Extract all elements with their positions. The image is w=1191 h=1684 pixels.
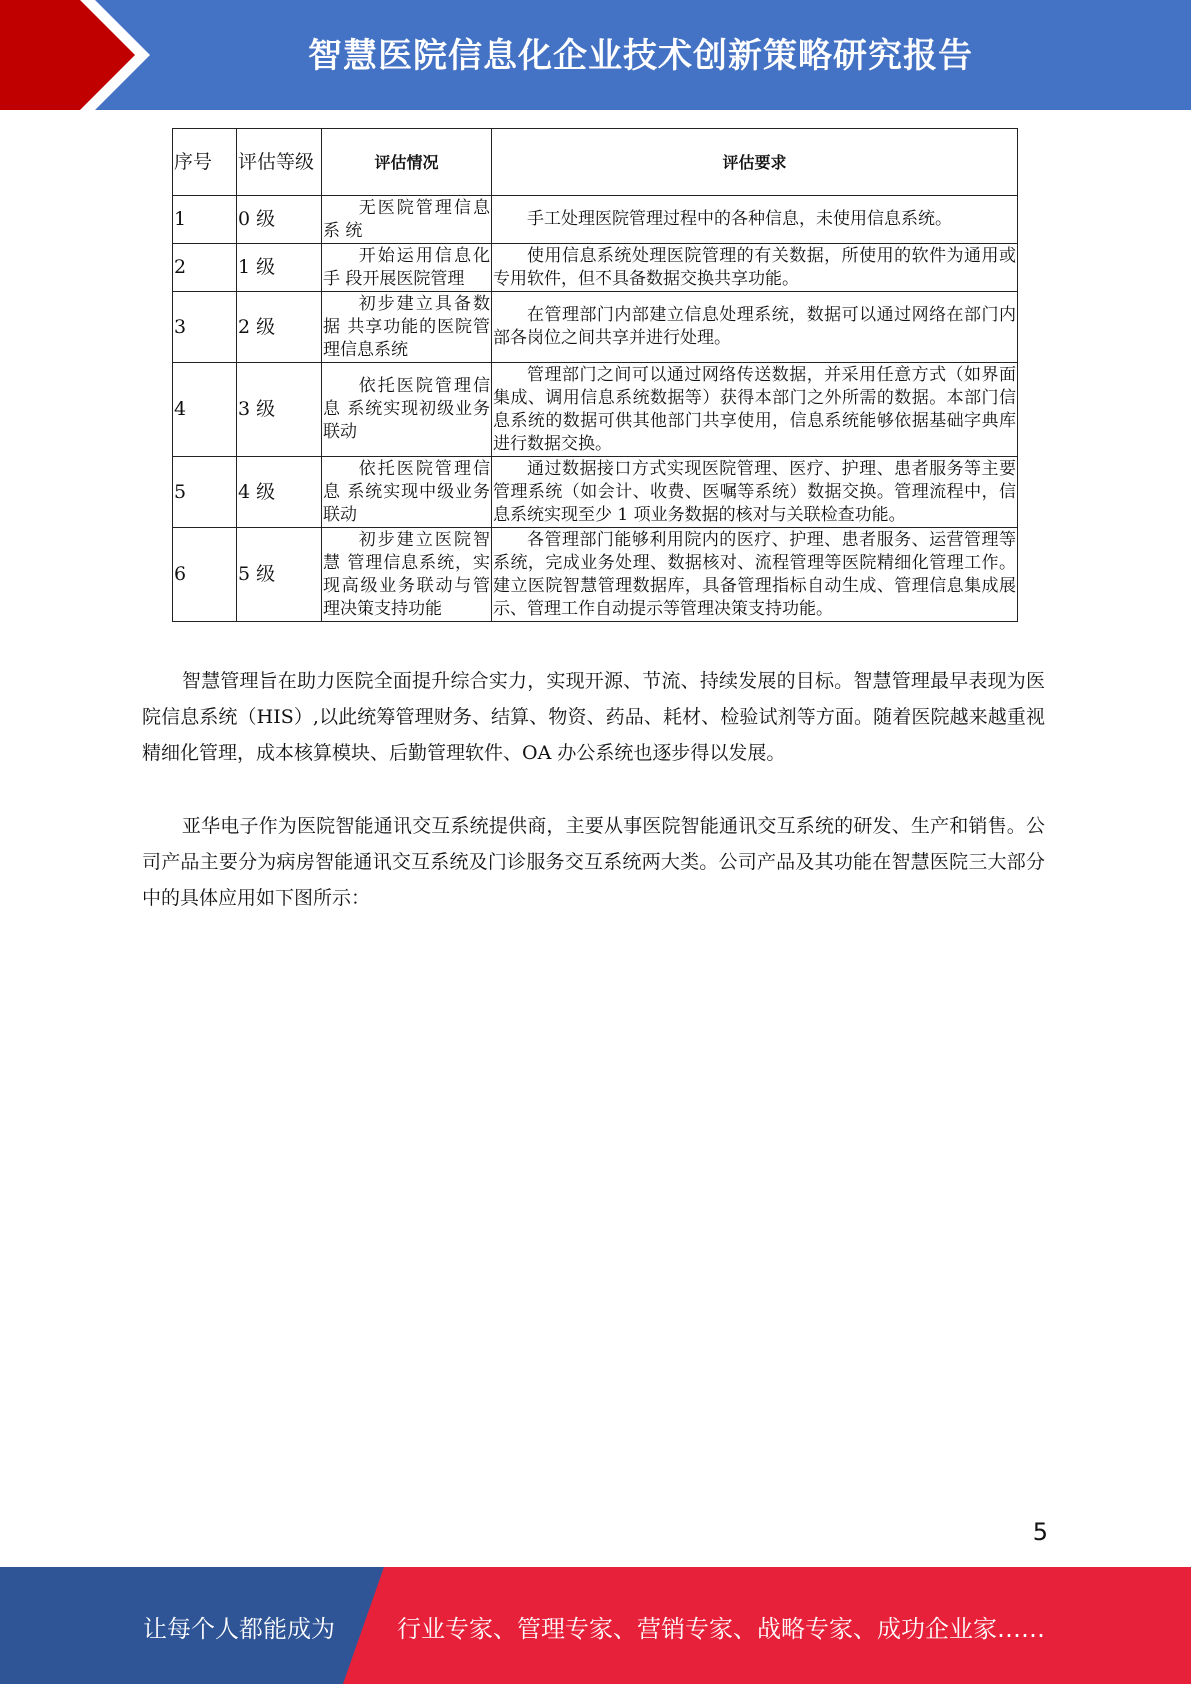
cell-no: 5	[173, 457, 237, 528]
cell-status: 无医院管理信息系 统	[322, 196, 492, 244]
cell-no: 6	[173, 528, 237, 622]
cell-requirement: 使用信息系统处理医院管理的有关数据，所使用的软件为通用或 专用软件，但不具备数据交换共享功能。	[492, 244, 1018, 292]
cell-status: 依托医院管理信息 系统实现中级业务 联动	[322, 457, 492, 528]
page-header	[0, 0, 1191, 110]
cell-requirement: 通过数据接口方式实现医院管理、医疗、护理、患者服务等主要 管理系统（如会计、收费、医嘱等系统）数据交换。管理流程中，信息系统实现至少 1 项业务数据的核对与关联检查功能。	[492, 457, 1018, 528]
header-title: 智慧医院信息化企业技术创新策略研究报告	[308, 36, 973, 76]
cell-requirement: 手工处理医院管理过程中的各种信息，未使用信息系统。	[492, 196, 1018, 244]
cell-no: 1	[173, 196, 237, 244]
evaluation-table	[172, 128, 1018, 622]
cell-level: 1 级	[237, 244, 322, 292]
cell-level: 4 级	[237, 457, 322, 528]
cell-requirement: 各管理部门能够利用院内的医疗、护理、患者服务、运营管理等 系统，完成业务处理、数据核对、流程管理等医院精细化管理工作。建立医院智慧管理数据库，具备管理指标自动生成、管理信息集成展示、管理工作自动提示等管理决策支持功能。	[492, 528, 1018, 622]
body-paragraph-1: 智慧管理旨在助力医院全面提升综合实力，实现开源、节流、持续发展的目标。智慧管理最早表现为医院信息系统（HIS）,以此统筹管理财务、结算、物资、药品、耗材、检验试剂等方面。随着医院越来越重视精细化管理，成本核算模块、后勤管理软件、OA 办公系统也逐步得以发展。	[142, 670, 1045, 764]
cell-no: 2	[173, 244, 237, 292]
table-row	[173, 457, 1018, 528]
cell-level: 3 级	[237, 363, 322, 457]
cell-status: 依托医院管理信息 系统实现初级业务 联动	[322, 363, 492, 457]
cell-status: 初步建立医院智慧 管理信息系统，实现高级业务联动与管理决策支持功能	[322, 528, 492, 622]
table-row	[173, 292, 1018, 363]
cell-level: 0 级	[237, 196, 322, 244]
page-footer	[0, 1567, 1191, 1684]
cell-requirement: 管理部门之间可以通过网络传送数据，并采用任意方式（如界面 集成、调用信息系统数据等）获得本部门之外所需的数据。本部门信息系统的数据可供其他部门共享使用，信息系统能够依据基础字典库进行数据交换。	[492, 363, 1018, 457]
header-cell-no: 序号	[173, 129, 237, 196]
cell-no: 4	[173, 363, 237, 457]
footer-right-slogan: 行业专家、管理专家、营销专家、战略专家、成功企业家……	[397, 1615, 1045, 1643]
table-row	[173, 363, 1018, 457]
cell-status: 开始运用信息化手 段开展医院管理	[322, 244, 492, 292]
header-cell-status: 评估情况	[322, 129, 492, 196]
table-row	[173, 244, 1018, 292]
header-cell-requirement: 评估要求	[492, 129, 1018, 196]
table-row	[173, 528, 1018, 622]
cell-no: 3	[173, 292, 237, 363]
header-cell-level: 评估等级	[237, 129, 322, 196]
cell-level: 5 级	[237, 528, 322, 622]
page-number: 5	[1032, 1518, 1048, 1546]
body-paragraph-2: 亚华电子作为医院智能通讯交互系统提供商，主要从事医院智能通讯交互系统的研发、生产和销售。公司产品主要分为病房智能通讯交互系统及门诊服务交互系统两大类。公司产品及其功能在智慧医院三大部分中的具体应用如下图所示：	[142, 815, 1045, 909]
cell-requirement: 在管理部门内部建立信息处理系统，数据可以通过网络在部门内 部各岗位之间共享并进行处理。	[492, 292, 1018, 363]
table-row	[173, 196, 1018, 244]
cell-status: 初步建立具备数据 共享功能的医院管 理信息系统	[322, 292, 492, 363]
cell-level: 2 级	[237, 292, 322, 363]
table-header-row	[173, 129, 1018, 196]
footer-left-slogan: 让每个人都能成为	[143, 1615, 335, 1643]
